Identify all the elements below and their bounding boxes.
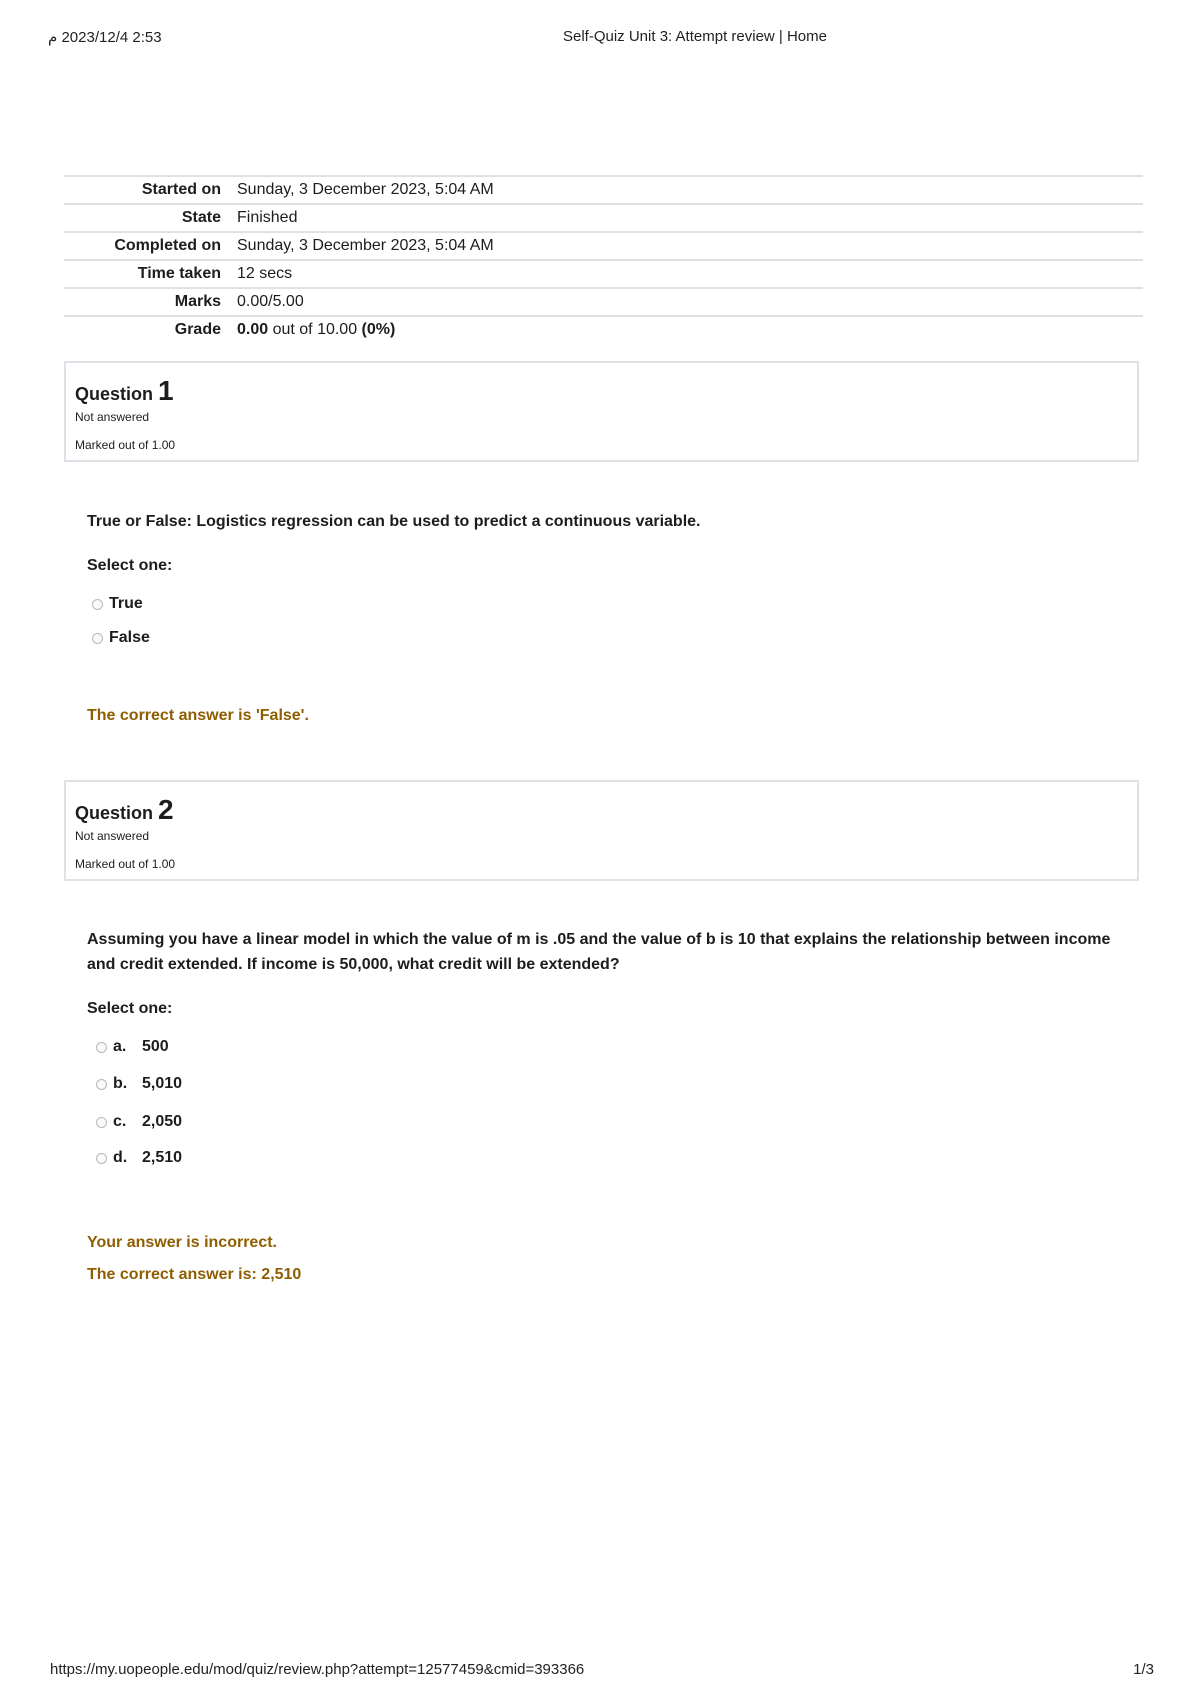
- question-2-option-c[interactable]: [96, 1111, 182, 1133]
- option-text: 5,010: [142, 1075, 183, 1092]
- summary-row-grade: [64, 316, 1143, 343]
- question-1-correct-answer: The correct answer is 'False'.: [87, 707, 309, 724]
- question-marked-out: Marked out of 1.00: [75, 438, 176, 452]
- summary-row: [64, 232, 1143, 260]
- option-letter: b.: [113, 1075, 128, 1092]
- radio-button[interactable]: [96, 1153, 107, 1164]
- summary-value: Finished: [237, 209, 298, 226]
- summary-label: Started on: [141, 181, 221, 198]
- question-2-option-b[interactable]: [96, 1073, 182, 1095]
- option-text: True: [109, 595, 143, 612]
- summary-row: [64, 260, 1143, 288]
- summary-label: State: [181, 209, 221, 226]
- grade-percent: (0%): [361, 321, 396, 338]
- question-1-prompt: Select one:: [87, 557, 173, 574]
- page-number: 1/3: [1133, 1661, 1154, 1678]
- question-number: 2: [158, 794, 174, 825]
- question-number: 1: [158, 375, 174, 406]
- radio-button[interactable]: [96, 1079, 107, 1090]
- summary-value: Sunday, 3 December 2023, 5:04 AM: [237, 181, 494, 198]
- summary-label: Marks: [174, 293, 221, 310]
- question-2-feedback-incorrect: Your answer is incorrect.: [87, 1234, 277, 1251]
- option-letter: c.: [113, 1113, 127, 1130]
- question-2-text: Assuming you have a linear model in which the value of m is .05 and the value of b is 10 that explains the relationship between income and credit extended. If income is 50,000, what credit will be extended?: [87, 931, 1111, 973]
- summary-row: [64, 288, 1143, 316]
- question-1-text: True or False: Logistics regression can be used to predict a continuous variable.: [87, 513, 701, 530]
- question-1-option-true[interactable]: [92, 593, 143, 615]
- option-text: 2,510: [142, 1149, 183, 1166]
- question-2-info: [64, 780, 1139, 881]
- question-2-prompt: Select one:: [87, 1000, 173, 1017]
- question-state: Not answered: [75, 829, 150, 843]
- summary-label: Completed on: [114, 237, 221, 254]
- grade-label: Grade: [174, 321, 221, 338]
- question-heading: [75, 794, 174, 826]
- grade-rest: out of 10.00: [268, 321, 362, 338]
- question-2-option-d[interactable]: [96, 1147, 182, 1169]
- option-letter: a.: [113, 1038, 127, 1055]
- summary-value: Sunday, 3 December 2023, 5:04 AM: [237, 237, 494, 254]
- summary-value: 12 secs: [237, 265, 293, 282]
- question-1-option-false[interactable]: [92, 627, 150, 649]
- question-2-option-a[interactable]: [96, 1036, 169, 1058]
- grade-score: 0.00: [237, 321, 269, 338]
- summary-label: Time taken: [137, 265, 221, 282]
- radio-button[interactable]: [92, 633, 103, 644]
- option-text: 2,050: [142, 1113, 183, 1130]
- radio-button[interactable]: [96, 1042, 107, 1053]
- print-title: Self-Quiz Unit 3: Attempt review | Home: [563, 28, 827, 45]
- summary-row: [64, 176, 1143, 204]
- option-text: 500: [142, 1038, 169, 1055]
- question-1-info: [64, 361, 1139, 462]
- attempt-summary-table: [64, 175, 1143, 343]
- radio-button[interactable]: [96, 1117, 107, 1128]
- question-heading-label: Question: [75, 803, 154, 823]
- option-text: False: [109, 629, 150, 646]
- option-letter: d.: [113, 1149, 128, 1166]
- question-2-correct-answer: The correct answer is: 2,510: [87, 1266, 302, 1283]
- question-heading-label: Question: [75, 384, 154, 404]
- question-state: Not answered: [75, 410, 150, 424]
- summary-value: 0.00/5.00: [237, 293, 304, 310]
- radio-button[interactable]: [92, 599, 103, 610]
- print-date: 2:53 2023/12/4 م: [48, 29, 162, 46]
- question-marked-out: Marked out of 1.00: [75, 857, 176, 871]
- page-url: https://my.uopeople.edu/mod/quiz/review.php?attempt=12577459&cmid=393366: [50, 1661, 585, 1678]
- summary-row: [64, 204, 1143, 232]
- grade-value: [237, 316, 1143, 343]
- question-heading: [75, 375, 174, 407]
- print-header: [0, 28, 1200, 50]
